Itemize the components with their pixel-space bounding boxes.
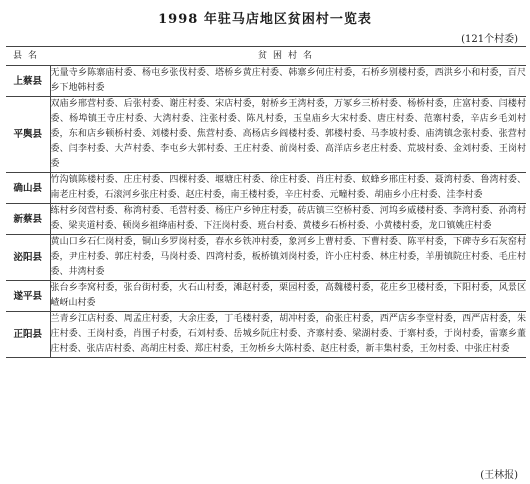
county-name: 正阳县: [6, 312, 50, 358]
table-row: [6, 312, 526, 358]
table-row: [6, 281, 526, 312]
county-name: 泌阳县: [6, 235, 50, 281]
author-credit: (王林报): [480, 470, 518, 481]
table-header-row: [6, 47, 526, 66]
county-name: 上蔡县: [6, 66, 50, 97]
poverty-village-table: [6, 46, 526, 358]
village-list: 张台乡李窝村委，张台街村委，火石山村委，滩赵村委，栗园村委，高魏楼村委，花庄乡卫楼村委，下阳村委，风景区嵖岈山村委: [50, 281, 526, 312]
county-name: 新蔡县: [6, 204, 50, 235]
county-name: 平舆县: [6, 97, 50, 173]
table-row: [6, 97, 526, 173]
village-count: (121个村委): [461, 34, 518, 45]
village-list: 黄山口乡石仁岗村委，铜山乡罗岗村委，春水乡铁冲村委，象河乡上曹村委、下曹村委、陈平村委，下碑寺乡石灰窑村委，尹庄村委、郭庄村委，马岗村委、四湾村委，板桥镇刘岗村委，许小庄村委、林庄村委，羊册镇院庄村委、毛庄村委、井湾村委: [50, 235, 526, 281]
table-row: [6, 204, 526, 235]
village-list: 兰青乡江店村委、周孟庄村委，大余庄委，丁毛楼村委，胡冲村委，俞张庄村委，西严店乡李堂村委，西严店村委，朱庄村委、王岗村委，肖围子村委，石刘村委、岳城乡阮庄村委、齐寨村委、梁湖村委、于寨村委，于岗村委，雷寨乡董庄村委、张店店村委、高胡庄村委、郑庄村委，王勿桥乡大陈村委、赵庄村委，新丰集村委，王勿村委、中张庄村委: [50, 312, 526, 358]
table-row: [6, 173, 526, 204]
village-list: 竹沟镇陈楼村委、庄庄村委、四棵村委、堰塘庄村委、徐庄村委、肖庄村委、蚁蜂乡邢庄村委、聂湾村委、鲁湾村委、南老庄村委，石滚河乡张庄村委、赵庄村委，南王楼村委，辛庄村委、元疃村委、胡庙乡小庄村委、洼李村委: [50, 173, 526, 204]
table-row: [6, 235, 526, 281]
village-list: 练村乡闵营村委、称湾村委、毛营村委、杨庄户乡钟庄村委，砖店镇三空桥村委、河坞乡威楼村委、李湾村委、孙湾村委、梁夹道村委、顿岗乡祖绛庙村委、下汪岗村委、班台村委、黄楼乡石桥村委、小黄楼村委，龙口镇姚庄村委: [50, 204, 526, 235]
header-county-name: 县名: [6, 47, 50, 66]
header-village-names: 贫困村名: [50, 47, 526, 66]
document-title: 1998 年驻马店地区贫困村一览表: [158, 12, 372, 27]
village-list: 无量寺乡陈寨庙村委、杨屯乡张伐村委、塔桥乡黄庄村委、韩寨乡何庄村委，石桥乡别楼村委，西洪乡小和村委，百尺乡下地韩村委: [50, 66, 526, 97]
county-name: 确山县: [6, 173, 50, 204]
village-list: 双庙乡邢营村委、后张村委、谢庄村委、宋店村委，射桥乡王湾村委，万冢乡三桥村委、杨桥村委，庄富村委、闫楼村委、杨埠镇王寺庄村委、大湾村委、注张村委、陈凡村委，玉皇庙乡大宋村委、唐庄村委、范寨村委，辛店乡毛刘村委，东和店乡顿桥村委、刘楼村委、焦营村委、高杨店乡阎楼村委、郭楼村委、马李坡村委、庙湾镇念张村委、张营村委、闫李村委、大芦村委、李屯乡大郭村委、王庄村委、前岗村委、高洋店乡老庄村委、荒坡村委、金刘村委、王岗村委: [50, 97, 526, 173]
table-row: [6, 66, 526, 97]
county-name: 遂平县: [6, 281, 50, 312]
